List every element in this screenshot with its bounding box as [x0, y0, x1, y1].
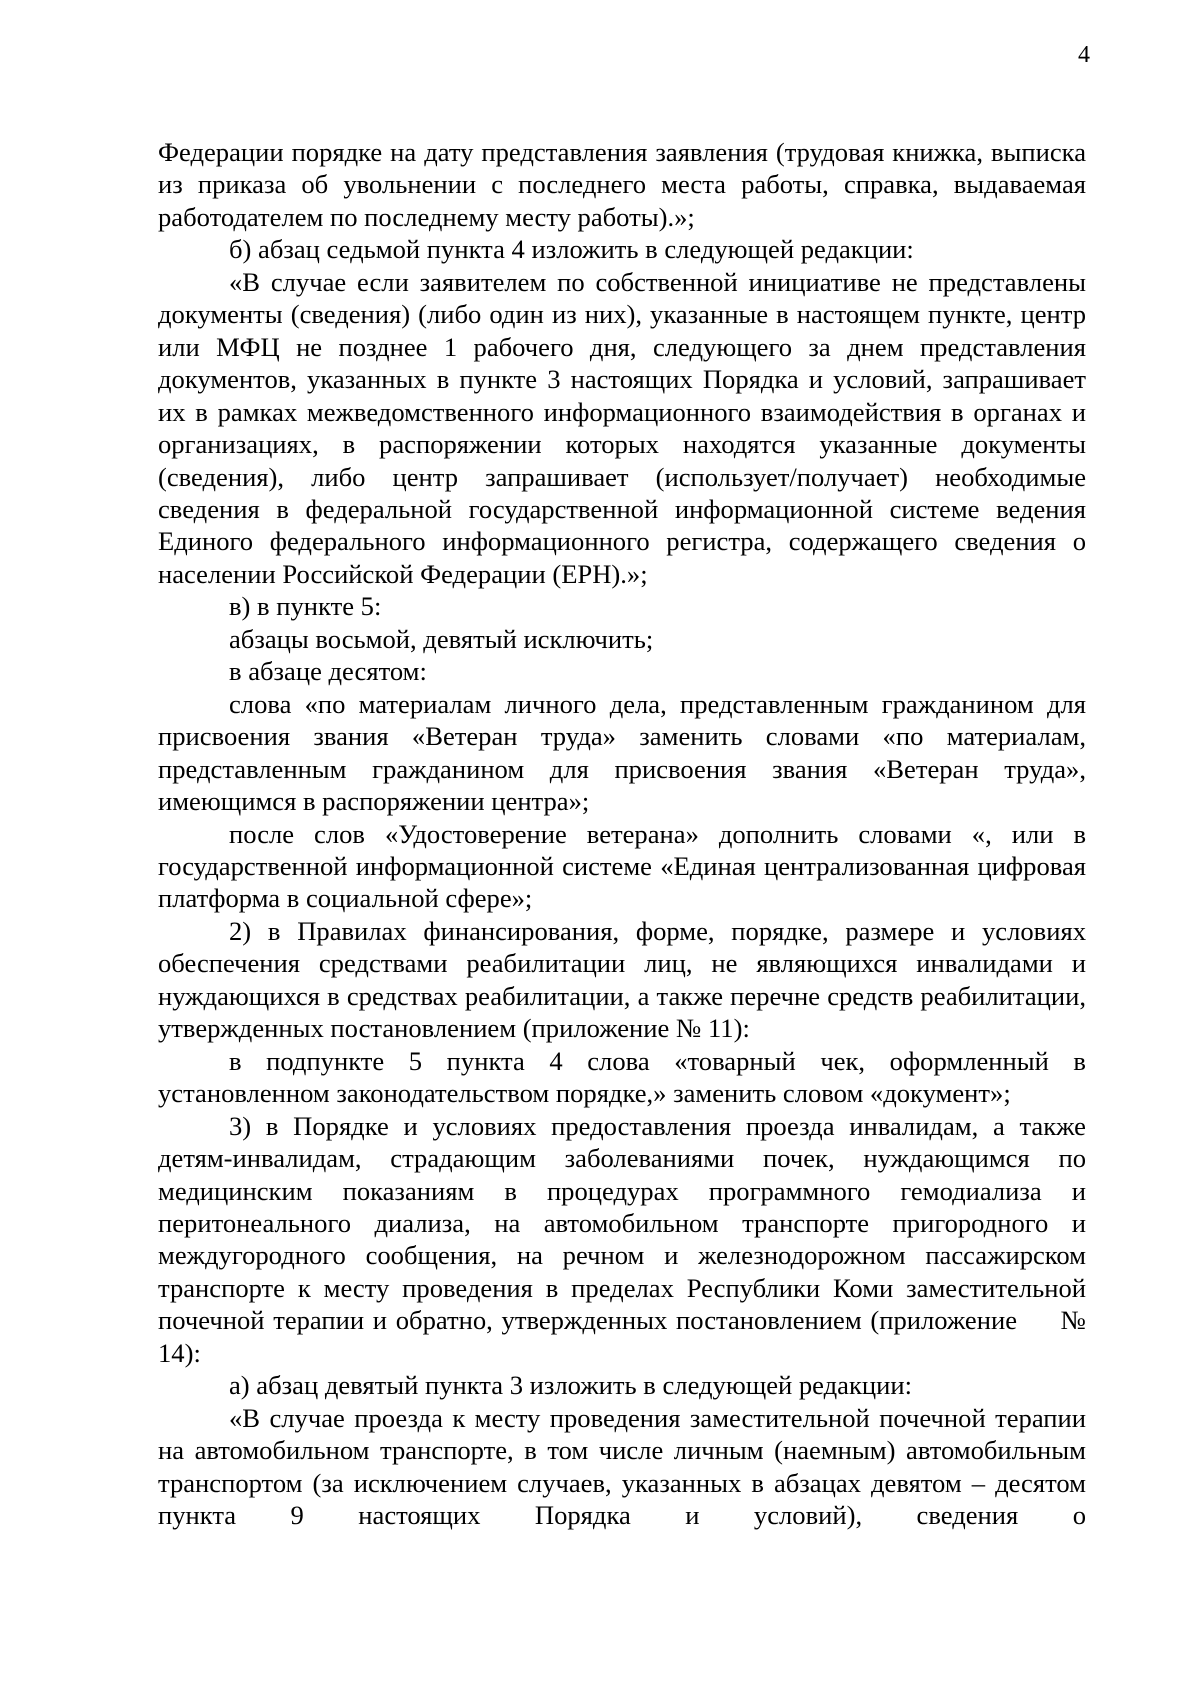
paragraph: в) в пункте 5: [229, 591, 382, 622]
paragraph: 3) в Порядке и условиях предоставления проезда инвалидам, а также детям-инвалидам, страдающим заболеваниями почек, нуждающимся по медицинским показаниям в процедурах программного гемодиализа и перитонеального диализа, на автомобильном транспорте пригородного и междугородного сообщения, на речном и железнодорожном пассажирском транспорте к месту проведения в пределах Республики Коми заместительной почечной терапии и обратно, утвержденных постановлением (приложение № 14): [158, 1110, 1086, 1368]
paragraph: слова «по материалам личного дела, представленным гражданином для присвоения звания «Ветеран труда» заменить словами «по материалам, представленным гражданином для присвоения звания «Ветеран труда», имеющимся в распоряжении центра»; [158, 688, 1086, 817]
paragraph: «В случае проезда к месту проведения заместительной почечной терапии на автомобильном транспорте, в том числе личным (наемным) автомобильным транспортом (за исключением случаев, указанных в абзацах девятом – десятом пункта 9 настоящих Порядка и условий), сведения о [158, 1402, 1086, 1531]
paragraph: «В случае если заявителем по собственной инициативе не представлены документы (сведения) (либо один из них), указанные в настоящем пункте, центр или МФЦ не позднее 1 рабочего дня, следующего за днем представления документов, указанных в пункте 3 настоящих Порядка и условий, запрашивает их в рамках межведомственного информационного взаимодействия в органах и организациях, в распоряжении которых находятся указанные документы (сведения), либо центр запрашивает (использует/получает) необходимые сведения в федеральной государственной информационной системе ведения Единого федерального информационного регистра, содержащего сведения о населении Российской Федерации (ЕРН).»; [158, 266, 1086, 589]
paragraph: 2) в Правилах финансирования, форме, порядке, размере и условиях обеспечения средствами реабилитации лиц, не являющихся инвалидами и нуждающихся в средствах реабилитации, а также перечне средств реабилитации, утвержденных постановлением (приложение № 11): [158, 915, 1086, 1044]
paragraph: после слов «Удостоверение ветерана» дополнить словами «, или в государственной информационной системе «Единая централизованная цифровая платформа в социальной сфере»; [158, 818, 1086, 914]
paragraph: в абзаце десятом: [229, 656, 427, 687]
paragraph: в подпункте 5 пункта 4 слова «товарный чек, оформленный в установленном законодательством порядке,» заменить словом «документ»; [158, 1045, 1086, 1109]
page-number: 4 [1078, 42, 1090, 68]
paragraph: абзацы восьмой, девятый исключить; [229, 623, 654, 654]
paragraph: а) абзац девятый пункта 3 изложить в следующей редакции: [229, 1370, 912, 1401]
paragraph: Федерации порядке на дату представления заявления (трудовая книжка, выписка из приказа об увольнении с последнего места работы, справка, выдаваемая работодателем по последнему месту работы).»; [158, 137, 1086, 232]
document-body [158, 136, 1086, 1531]
paragraph: б) абзац седьмой пункта 4 изложить в следующей редакции: [229, 234, 914, 265]
